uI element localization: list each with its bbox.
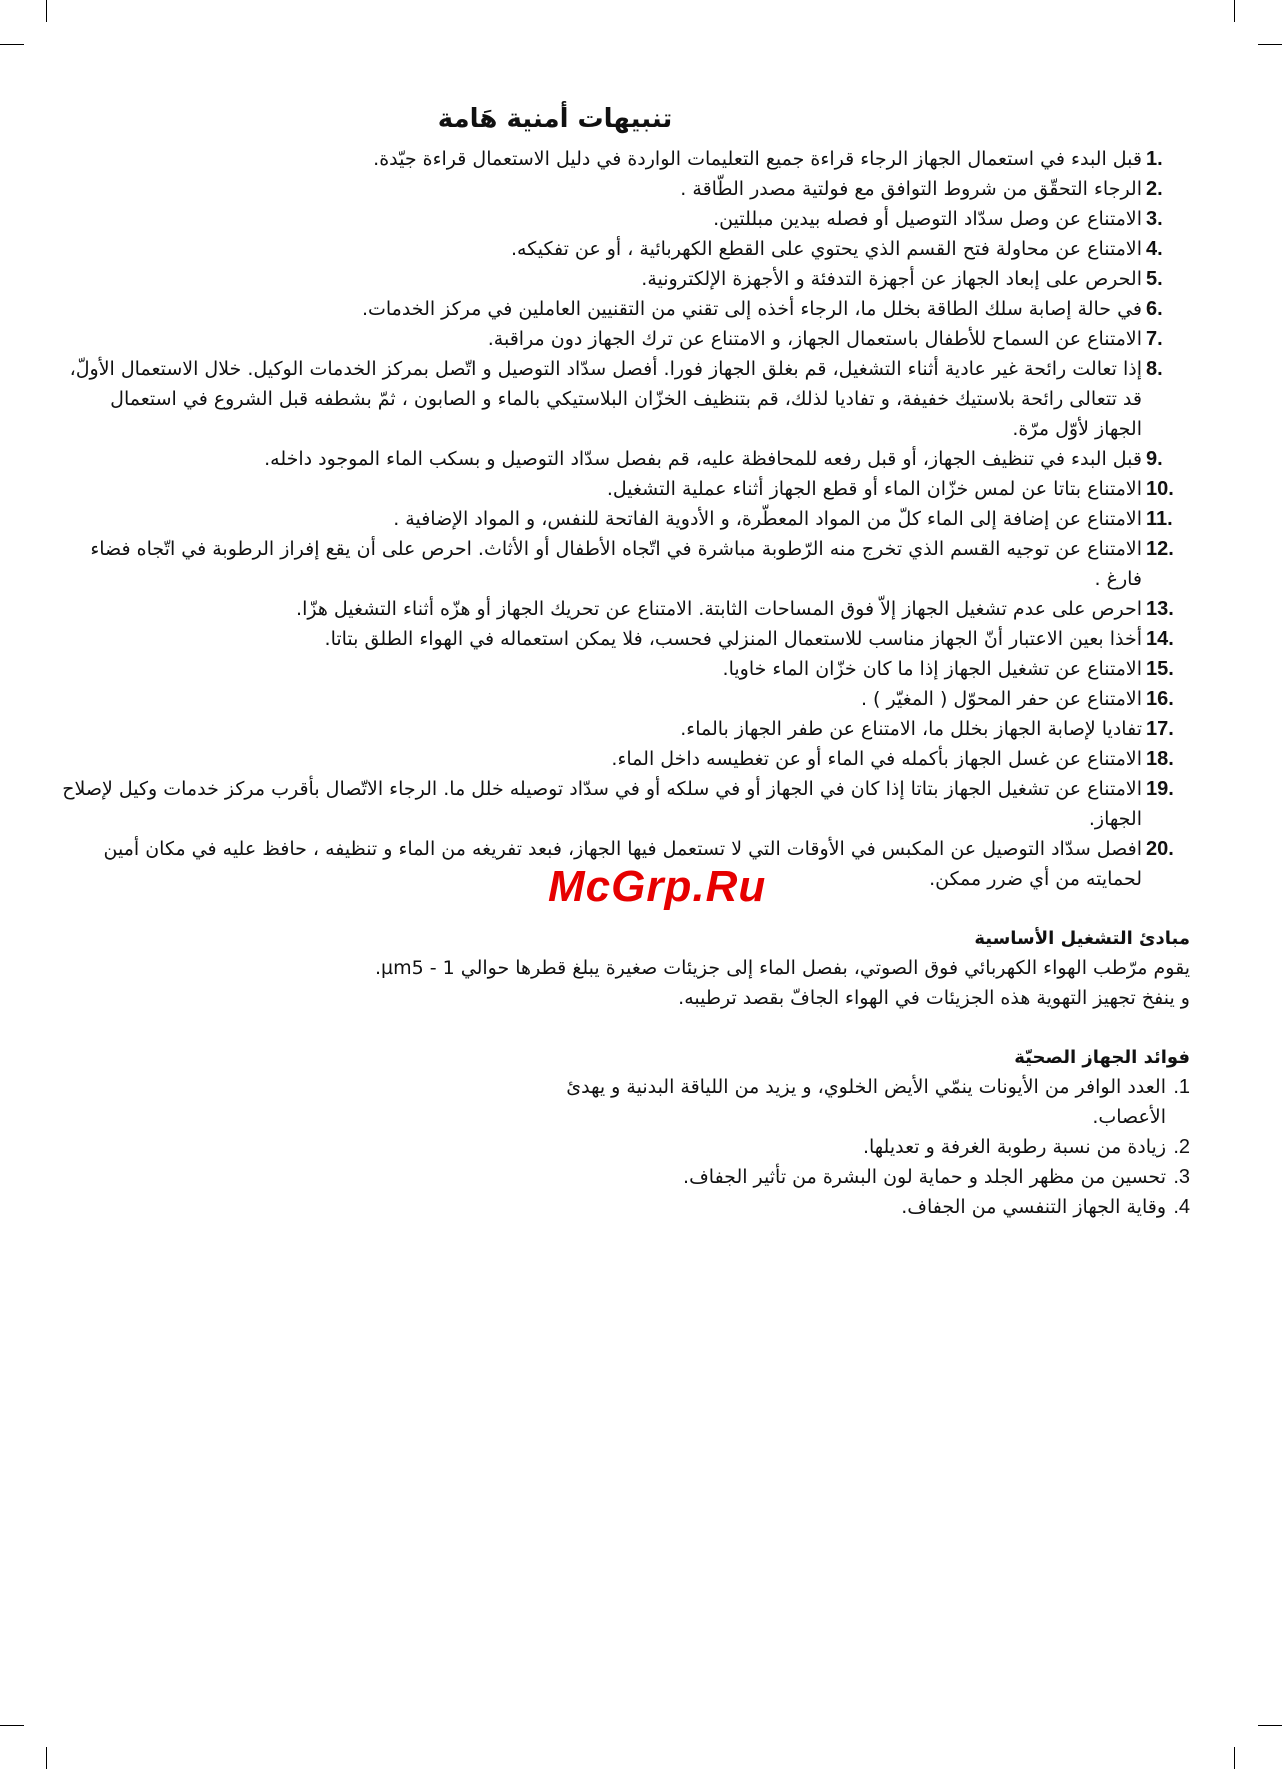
item-number: 11. [1146, 508, 1173, 530]
crop-mark [0, 44, 24, 45]
principles-line: يقوم مرّطب الهواء الكهربائي فوق الصوتي، بفصل الماء إلى جزيئات صغيرة يبلغ قطرها حوالي 1 - µm5. [374, 957, 1190, 979]
benefits-heading: فوائد الجهاز الصحيّة [1014, 1047, 1190, 1068]
list-item [60, 1192, 1190, 1222]
crop-mark [1234, 0, 1235, 22]
crop-mark [46, 0, 47, 22]
item-text: إذا تعالت رائحة غير عادية أثناء التشغيل، قم بغلق الجهاز فورا. أفصل سدّاد التوصيل و اتّصل بمركز الخدمات الوكيل. خلال الاستعمال الأولّ، قد تتعالى رائحة بلاستيك خفيفة، و تفاديا لذلك، قم بتنظيف الخزّان البلاستيكي بالماء و الصابون ، ثمّ بشطفه قبل الشروع في استعمال الجهاز لأوّل مرّة. [69, 358, 1142, 440]
item-number: 12. [1146, 538, 1174, 560]
item-text: الامتناع عن تشغيل الجهاز بتاتا إذا كان في الجهاز أو في سلكه أو في سدّاد توصيله خلل ما. الرجاء الاتّصال بأقرب مركز خدمات وكيل لإصلاح الجهاز. [62, 778, 1142, 830]
item-number: 6. [1146, 298, 1163, 320]
list-item [60, 624, 1190, 654]
item-text: الامتناع عن تشغيل الجهاز إذا ما كان خزّان الماء خاويا. [722, 658, 1142, 680]
list-item [60, 594, 1190, 624]
item-text: الامتناع عن محاولة فتح القسم الذي يحتوي على القطع الكهربائية ، أو عن تفكيكه. [511, 238, 1142, 260]
list-item [60, 264, 1190, 294]
item-number: 3. [1173, 1166, 1190, 1188]
item-number: 18. [1146, 748, 1174, 770]
item-number: 2. [1146, 178, 1163, 200]
list-item [60, 1162, 1190, 1192]
item-text: الامتناع عن حفر المحوّل ( المغيّر ) . [860, 688, 1142, 710]
list-item [60, 534, 1190, 594]
principles-line: و ينفخ تجهيز التهوية هذه الجزيئات في الهواء الجافّ بقصد ترطيبه. [678, 987, 1190, 1009]
page-title: تنبيهات أمنية هَامة [437, 104, 673, 134]
item-number: 4. [1146, 238, 1163, 260]
item-text: العدد الوافر من الأيونات ينمّي الأيض الخلوي، و يزيد من اللياقة البدنية و يهدئ الأعصاب. [566, 1076, 1166, 1128]
list-item [60, 474, 1190, 504]
list-item [60, 654, 1190, 684]
item-number: 1. [1173, 1076, 1190, 1098]
watermark-logo: McGrp.Ru [548, 862, 767, 911]
item-number: 5. [1146, 268, 1163, 290]
list-item [60, 744, 1190, 774]
crop-mark [1258, 1725, 1282, 1726]
crop-mark [1258, 44, 1282, 45]
list-item [60, 1072, 1190, 1132]
item-text: الرجاء التحقّق من شروط التوافق مع فولتية مصدر الطّاقة . [680, 178, 1142, 200]
crop-mark [1234, 1747, 1235, 1769]
item-number: 8. [1146, 358, 1163, 380]
item-text: قبل البدء في استعمال الجهاز الرجاء قراءة جميع التعليمات الواردة في دليل الاستعمال قراءة جيّدة. [373, 148, 1142, 170]
item-text: زيادة من نسبة رطوبة الغرفة و تعديلها. [862, 1136, 1166, 1158]
list-item [60, 684, 1190, 714]
list-item [60, 354, 1190, 444]
document-body [60, 104, 1190, 1222]
item-number: 13. [1146, 598, 1174, 620]
item-number: 17. [1146, 718, 1174, 740]
item-text: افصل سدّاد التوصيل عن المكبس في الأوقات التي لا تستعمل فيها الجهاز، فبعد تفريغه من الماء و تنظيفه ، حافظ عليه في مكان أمين لحمايته من أي ضرر ممكن. [103, 838, 1142, 890]
item-text: احرص على عدم تشغيل الجهاز إلاّ فوق المساحات الثابتة. الامتناع عن تحريك الجهاز أو هزّه أثناء التشغيل هزّا. [296, 598, 1142, 620]
item-number: 10. [1146, 478, 1174, 500]
list-item [60, 324, 1190, 354]
item-text: تحسين من مظهر الجلد و حماية لون البشرة من تأثير الجفاف. [683, 1166, 1166, 1188]
item-text: الامتناع عن توجيه القسم الذي تخرج منه الرّطوبة مباشرة في اتّجاه الأطفال أو الأثاث. احرص على أن يقع إفراز الرطوبة في اتّجاه فضاء فارغ . [90, 538, 1142, 590]
item-text: أخذا بعين الاعتبار أنّ الجهاز مناسب للاستعمال المنزلي فحسب، فلا يمكن استعماله في الهواء الطلق بتاتا. [324, 628, 1142, 650]
list-item [60, 774, 1190, 834]
list-item [60, 234, 1190, 264]
list-item [60, 444, 1190, 474]
item-text: وقاية الجهاز التنفسي من الجفاف. [901, 1196, 1166, 1218]
principles-heading: مبادئ التشغيل الأساسية [974, 928, 1190, 949]
list-item [60, 294, 1190, 324]
list-item [60, 714, 1190, 744]
warnings-list [60, 144, 1190, 894]
item-number: 4. [1173, 1196, 1190, 1218]
item-number: 16. [1146, 688, 1174, 710]
list-item [60, 204, 1190, 234]
item-number: 7. [1146, 328, 1163, 350]
item-number: 2. [1173, 1136, 1190, 1158]
item-text: الامتناع عن غسل الجهاز بأكمله في الماء أو عن تغطيسه داخل الماء. [611, 748, 1142, 770]
list-item [60, 144, 1190, 174]
item-number: 15. [1146, 658, 1174, 680]
item-text: تفاديا لإصابة الجهاز بخلل ما، الامتناع عن طفر الجهاز بالماء. [680, 718, 1142, 740]
item-number: 20. [1146, 838, 1174, 860]
item-text: قبل البدء في تنظيف الجهاز، أو قبل رفعه للمحافظة عليه، قم بفصل سدّاد التوصيل و بسكب الماء الموجود داخله. [264, 448, 1142, 470]
item-number: 1. [1146, 148, 1163, 170]
item-text: الامتناع بتاتا عن لمس خزّان الماء أو قطع الجهاز أثناء عملية التشغيل. [606, 478, 1142, 500]
item-text: الامتناع عن وصل سدّاد التوصيل أو فصله بيدين مبللتين. [713, 208, 1142, 230]
item-number: 3. [1146, 208, 1163, 230]
item-text: الامتناع عن إضافة إلى الماء كلّ من المواد المعطّرة، و الأدوية الفاتحة للنفس، و المواد الإضافية . [393, 508, 1142, 530]
item-text: في حالة إصابة سلك الطاقة بخلل ما، الرجاء أخذه إلى تقني من التقنيين العاملين في مركز الخدمات. [361, 298, 1142, 320]
item-text: الحرص على إبعاد الجهاز عن أجهزة التدفئة و الأجهزة الإلكترونية. [641, 268, 1142, 290]
crop-mark [46, 1747, 47, 1769]
list-item [60, 174, 1190, 204]
item-number: 19. [1146, 778, 1174, 800]
list-item [60, 504, 1190, 534]
item-text: الامتناع عن السماح للأطفال باستعمال الجهاز، و الامتناع عن ترك الجهاز دون مراقبة. [487, 328, 1142, 350]
crop-mark [0, 1725, 24, 1726]
item-number: 14. [1146, 628, 1174, 650]
list-item [60, 1132, 1190, 1162]
item-number: 9. [1146, 448, 1163, 470]
